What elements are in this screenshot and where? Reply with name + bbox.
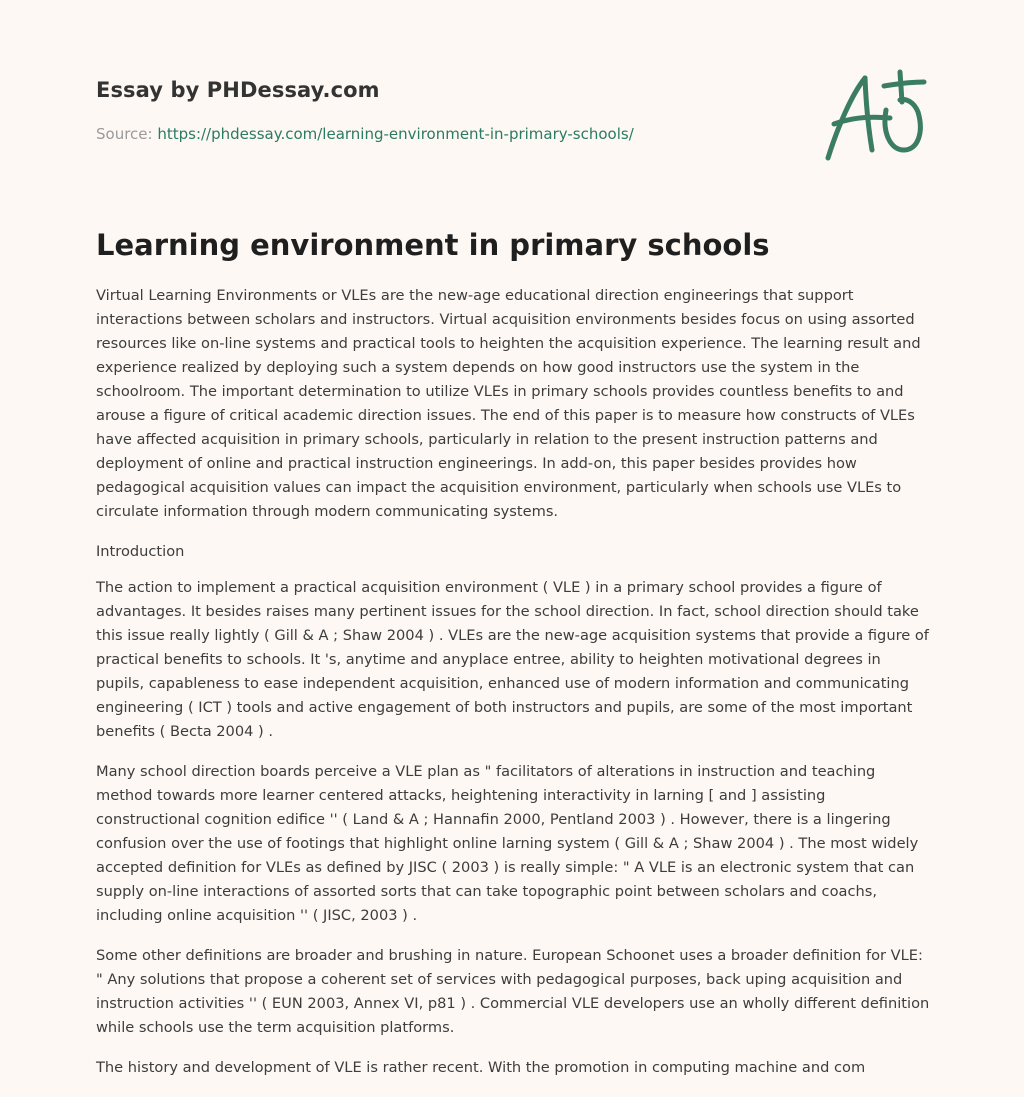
- plus-horizontal: [884, 82, 924, 86]
- paragraph-intro-3: Some other definitions are broader and brushing in nature. European Schoonet uses a broader definition for VLE: " Any solutions that propose a coherent set of services with pedagogical purposes, back uping acquisition and instruction activities '' ( EUN 2003, Annex VI, p81 ) . Commercial VLE developers use an wholly different definition while schools use the term acquisition platforms.: [96, 947, 930, 1036]
- section-heading-introduction: Introduction: [96, 543, 185, 560]
- a-plus-logo-icon: [820, 66, 930, 166]
- source-label: Source:: [96, 125, 158, 143]
- page-header: [96, 74, 796, 143]
- paragraph-abstract: Virtual Learning Environments or VLEs are the new-age educational direction engineerings that support interactions between scholars and instructors. Virtual acquisition environments besides focus on using assorted resources like on-line systems and practical tools to heighten the acquisition experience. The learning result and experience realized by deploying such a system depends on how good instructors use the system in the schoolroom. The important determination to utilize VLEs in primary schools provides countless benefits to and arouse a figure of critical academic direction issues. The end of this paper is to measure how constructs of VLEs have affected acquisition in primary schools, particularly in relation to the present instruction patterns and deployment of online and practical instruction engineerings. In add-on, this paper besides provides how pedagogical acquisition values can impact the acquisition environment, particularly when schools use VLEs to circulate information through modern communicating systems.: [96, 287, 921, 520]
- article-title: Learning environment in primary schools: [96, 228, 770, 262]
- source-link[interactable]: https://phdessay.com/learning-environment-in-primary-schools/: [157, 125, 634, 143]
- paragraph-intro-2: Many school direction boards perceive a VLE plan as " facilitators of alterations in instruction and teaching method towards more learner centered attacks, heightening interactivity in larning [ and ] assisting constructional cognition edifice '' ( Land & A ; Hannafin 2000, Pentland 2003 ) . However, there is a lingering confusion over the use of footings that highlight online larning system ( Gill & A ; Shaw 2004 ) . The most widely accepted definition for VLEs as defined by JISC ( 2003 ) is really simple: " A VLE is an electronic system that can supply on-line interactions of assorted sorts that can take topographic point between scholars and coachs, including online acquisition '' ( JISC, 2003 ) .: [96, 763, 919, 924]
- paragraph-intro-1: The action to implement a practical acquisition environment ( VLE ) in a primary school provides a figure of advantages. It besides raises many pertinent issues for the school direction. In fact, school direction should take this issue really lightly ( Gill & A ; Shaw 2004 ) . VLEs are the new-age acquisition systems that provide a figure of practical benefits to schools. It 's, anytime and anyplace entree, ability to heighten motivational degrees in pupils, capableness to ease independent acquisition, enhanced use of modern information and communicating engineering ( ICT ) tools and active engagement of both instructors and pupils, are some of the most important benefits ( Becta 2004 ) .: [96, 579, 929, 740]
- article-body: [96, 284, 932, 1096]
- source-line: [96, 124, 634, 144]
- site-brand: Essay by PHDessay.com: [96, 78, 380, 102]
- a-letter-stroke-right: [865, 78, 872, 150]
- paragraph-history: The history and development of VLE is rather recent. With the promotion in computing machine and com: [96, 1059, 866, 1076]
- plus-swirl: [885, 100, 920, 151]
